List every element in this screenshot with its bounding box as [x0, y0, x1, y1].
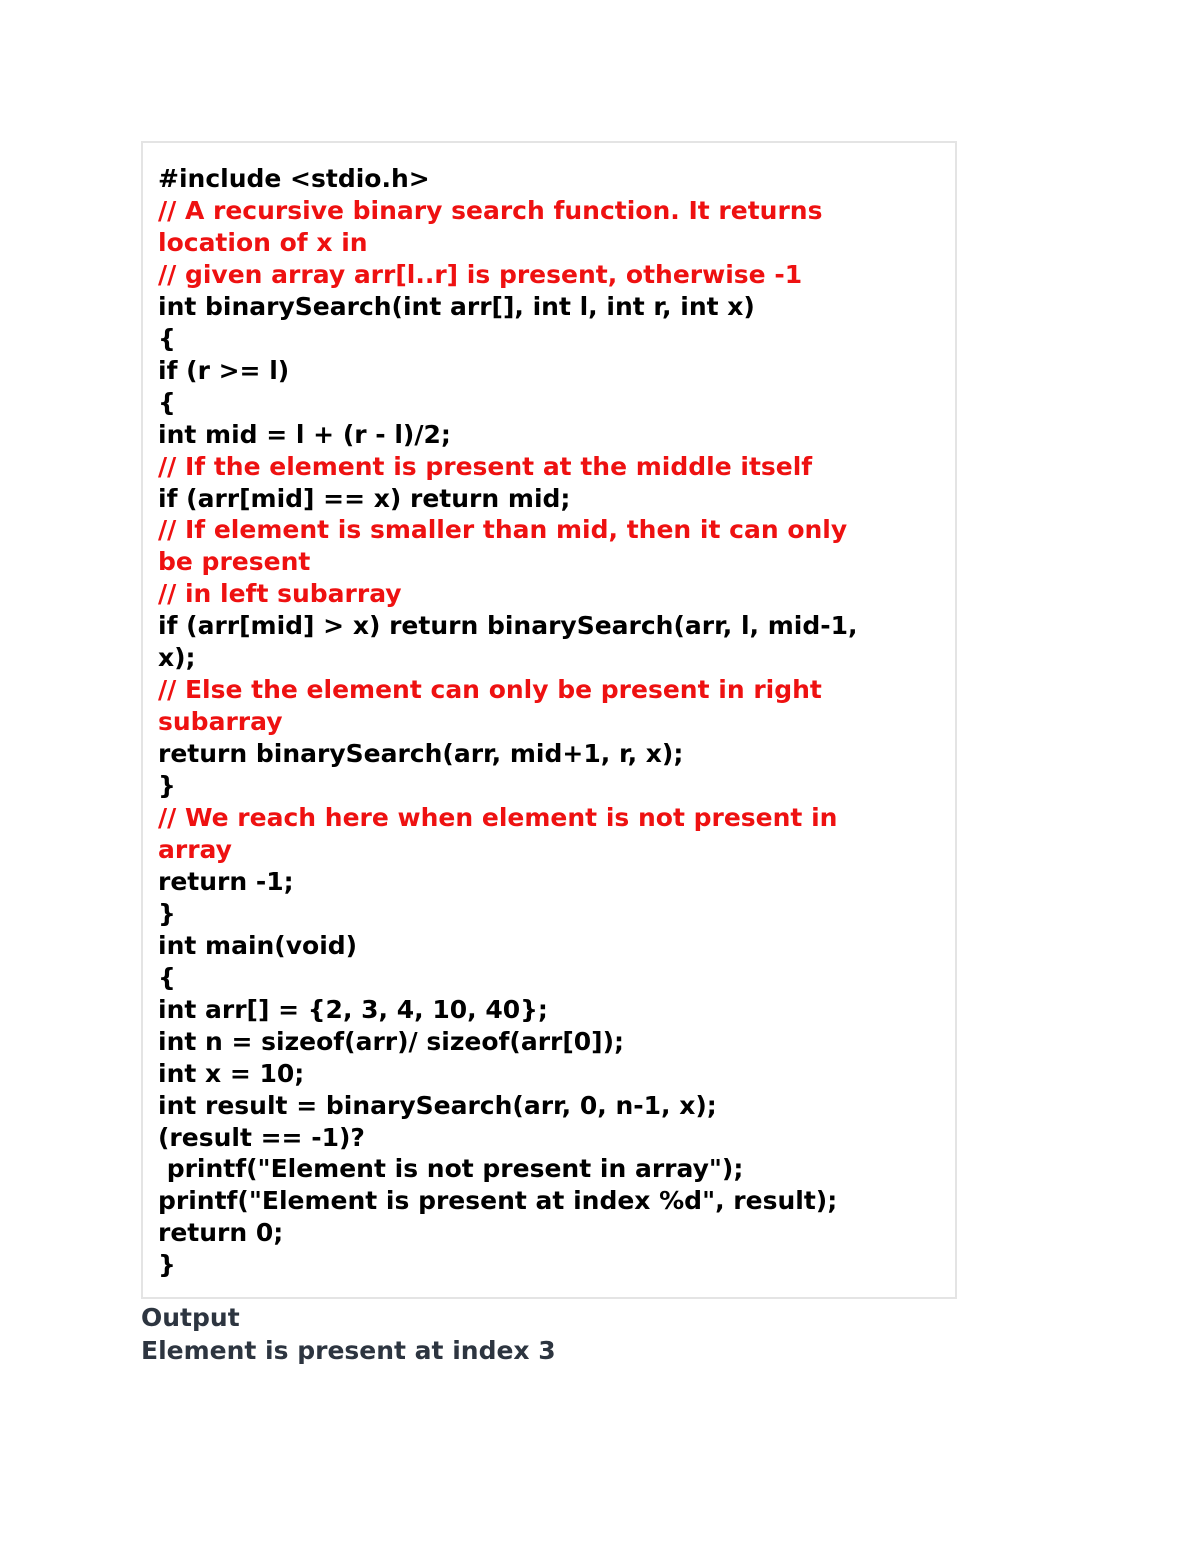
code-comment-line: // A recursive binary search function. It returns: [158, 195, 823, 225]
code-comment-line: // in left subarray: [158, 579, 402, 609]
code-line: }: [158, 771, 176, 801]
code-comment-line: array: [158, 834, 232, 864]
code-line: int n = sizeof(arr)/ sizeof(arr[0]);: [158, 1026, 625, 1056]
code-line: return 0;: [158, 1218, 284, 1248]
code-line: if (arr[mid] == x) return mid;: [158, 483, 571, 513]
code-comment-line: // If the element is present at the middle itself: [158, 451, 813, 481]
code-line: return -1;: [158, 866, 294, 896]
code-line: {: [158, 323, 176, 353]
code-line: (result == -1)?: [158, 1122, 365, 1152]
code-comment-line: subarray: [158, 707, 283, 737]
code-line: {: [158, 962, 176, 992]
output-label: Output: [141, 1303, 240, 1332]
code-comment-line: // If element is smaller than mid, then it can only: [158, 515, 848, 545]
code-comment-line: // given array arr[l..r] is present, otherwise -1: [158, 259, 803, 289]
code-comment-line: be present: [158, 547, 311, 577]
code-line: int result = binarySearch(arr, 0, n-1, x);: [158, 1090, 717, 1120]
code-line: }: [158, 898, 176, 928]
code-line: int binarySearch(int arr[], int l, int r, int x): [158, 291, 755, 321]
code-comment-line: location of x in: [158, 227, 368, 257]
code-comment-line: // We reach here when element is not present in: [158, 803, 838, 832]
code-line: printf("Element is present at index %d", result);: [158, 1186, 838, 1216]
code-line: int arr[] = {2, 3, 4, 10, 40};: [158, 994, 548, 1024]
code-line: #include <stdio.h>: [158, 164, 430, 193]
code-line: if (arr[mid] > x) return binarySearch(arr, l, mid-1,: [158, 611, 858, 641]
code-line: int x = 10;: [158, 1058, 305, 1088]
output-value: Element is present at index 3: [141, 1336, 556, 1365]
code-line: x);: [158, 643, 196, 673]
code-line: int mid = l + (r - l)/2;: [158, 419, 451, 449]
code-line: printf("Element is not present in array");: [158, 1154, 744, 1184]
code-comment-line: // Else the element can only be present in right: [158, 675, 822, 705]
code-line: int main(void): [158, 930, 358, 960]
code-line: return binarySearch(arr, mid+1, r, x);: [158, 739, 684, 769]
code-line: if (r >= l): [158, 355, 290, 385]
code-line: {: [158, 387, 176, 417]
code-line: }: [158, 1250, 176, 1280]
